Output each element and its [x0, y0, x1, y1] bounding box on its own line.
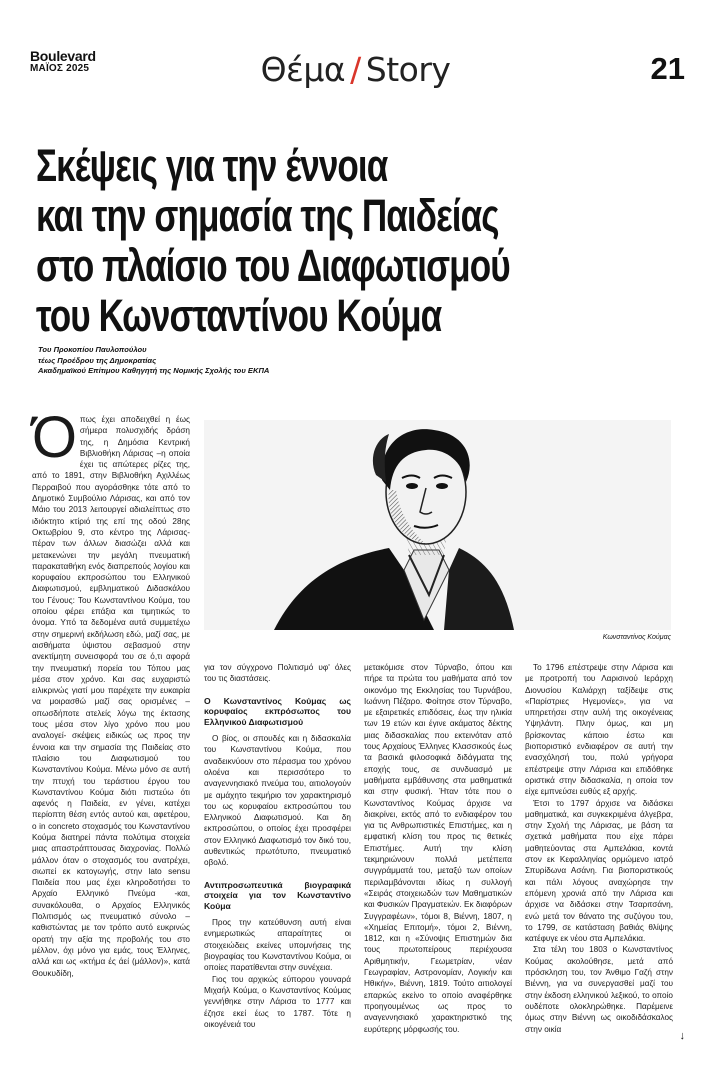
byline — [38, 345, 269, 377]
paragraph: Το 1796 επέστρεψε στην Λάρισα και με προτροπή του Λαρισινού Ιεράρχη Διονυσίου Καλιάρχη ταξίδεψε στις «Παρίστριες Ηγεμονίες», για να υπηρετήσει στην αυλή της οικογένειας Υψηλάντη. Πλην όμως, και μη βρίσκοντας κάποιο έστω και βιοποριστικό ενδιαφέρον σε αυτή την ενασχόλησή του, πολύ γρήγορα επέστρεψε στην Λάρισα και επιδόθηκε οριστικά στην διδασκαλία, η οποία τον είχε εμπνεύσει ευθύς εξ αρχής. — [525, 663, 673, 797]
section-greek: Θέμα — [260, 50, 346, 89]
paragraph: Ο βίος, οι σπουδές και η διδασκαλία του Κωνσταντίνου Κούμα, που αναδεικνύουν στο πέρασμα του χρόνου ολοένα και περισσότερο το αναγεννησιακό πνεύμα του, αιτιολογούν με αμάχητο τεκμήριο τον χαρακτηρισμό του ως κορυφαίου εκπροσώπου του Ελληνικού Διαφωτισμού. Και δη εκπροσώπου, ο οποίος έχει προσφέρει στον Ελληνικό Διαφωτισμό τον δικό του, αυθεντικώς πρωτότυπο, πνευματικό οβολό. — [204, 734, 351, 868]
subheading: Αντιπροσωπευτικά βιογραφικά στοιχεία για τον Κωνσταντίνο Κούμα — [204, 879, 351, 911]
body-column-3 — [364, 662, 512, 1035]
body-column-4 — [525, 662, 673, 1035]
paragraph: Έτσι το 1797 άρχισε να διδάσκει μαθηματικά, και συγκεκριμένα άλγεβρα, στην Σχολή της Λάρισας, με βάση τα σχετικά μαθήματα που είχε πάρει μαθητεύοντας στα Αμπελάκια, κοντά στον εκ Κεφαλληνίας ορμώμενο ιατρό Σπυρίδωνα Ασάνη. Για βιοποριστικούς και πάλι λόγους αναχώρησε την επόμενη χρονιά από την Λάρισα και άρχισε να διδάσκει στην Τσαριτσάνη, ενώ μετά τον θάνατο της συζύγου του, το 1799, σε κατάσταση βαθιάς θλίψης κατέφυγε εκ νέου στα Αμπελάκια. — [525, 798, 673, 944]
body-column-1 — [32, 405, 190, 979]
title-line: και την σημασία της Παιδείας — [36, 190, 499, 241]
section-label — [0, 50, 711, 90]
author-role: τέως Προέδρου της Δημοκρατίας — [38, 355, 157, 365]
subheading: Ο Κωνσταντίνος Κούμας ως κορυφαίος εκπρόσωπος του Ελληνικού Διαφωτισμού — [204, 695, 351, 727]
paragraph: Προς την κατεύθυνση αυτή είναι ενημερωτικώς απαραίτητες οι στοιχειώδεις εκείνες υπομνήσεις της βιογραφίας του Κωνσταντίνου Κούμα, οι οποίες παρατίθενται στην συνέχεια. — [204, 918, 351, 973]
author-affiliation: Ακαδημαϊκού Επίτιμου Καθηγητή της Νομικής Σχολής του ΕΚΠΑ — [38, 366, 270, 375]
article-title — [36, 141, 707, 341]
paragraph: Στα τέλη του 1803 ο Κωνσταντίνος Κούμας ακολούθησε, μετά από πρόσκληση του, τον Άνθιμο Γαζή στην Βιέννη, για να συνεργασθεί μαζί του στην έκδοση ελληνικού λεξικού, το οποίο ουδέποτε ολοκληρώθηκε. Παρέμεινε όμως στην Βιέννη ως οικοδιδάσκαλος στην οικία — [525, 945, 673, 1034]
paragraph: για τον σύγχρονο Πολιτισμό υφ' όλες του τις διαστάσεις. — [204, 663, 351, 684]
section-slash: / — [350, 50, 361, 89]
title-line: Σκέψεις για την έννοια — [36, 140, 388, 191]
paragraph: μετακόμισε στον Τύρναβο, όπου και πήρε τα πρώτα του μαθήματα από τον οικονόμο της Εκκλησίας του Τυρνάβου, Ιωάννη Πέζαρο. Φοίτησε στον Τύρναβο, με εξαιρετικές επιδόσεις, έως την ηλικία των 19 ετών και έγινε ακάματος δέκτης μιας διδασκαλίας που εκτεινόταν από τους Αρχαίους Έλληνες Κλασσικούς έως τα βασικά φιλοσοφικά διδάγματα της εποχής τους, σε συνδυασμό με μαθήματα εμβάθυνσης στα μαθηματικά και στην φυσική. Ήταν τότε που ο Κωνσταντίνος Κούμας άρχισε να διακρίνει, εκτός από το ενδιαφέρον του για τις Ανθρωπιστικές Επιστήμες, και η εμφατική κλίση του προς τις θετικές Επιστήμες. Αυτή την κλίση τεκμηριώνουν πολλά μετέπειτα συγγράμματά του, μεταξύ των οποίων περιλαμβάνονται ιδίως η συλλογή «Σειράς στοιχειωδών των Μαθηματικών και Φυσικών Πραγματειών. Εκ διαφόρων Συγγραφέων», τόμοι 8, Βιέννη, 1807, η «Χημείας Επιτομή», τόμοι 2, Βιέννη, 1812, και η «Σύνοψις Επιστημών δια τους πρωτοπείρους περιέχουσα Αριθμητικήν, Γεωμετρίαν, νέαν Γεωγραφίαν, Αστρονομίαν, Λογικήν και Ηθικήν», Βιέννη, 1819. Τούτο αιτιολογεί επαρκώς εκείνο το οποίο αναφέρθηκε προηγουμένως ως προς το αναγεννησιακό χαρακτηριστικό της ευρύτερης μόρφωσής του. — [364, 663, 512, 1034]
publication-name: Boulevard — [30, 48, 96, 64]
portrait-image — [204, 420, 671, 630]
paragraph — [32, 405, 190, 979]
page-number: 21 — [650, 51, 685, 86]
issue-date: ΜΑΪΟΣ 2025 — [30, 63, 90, 74]
paragraph: Γιος του αρχικώς εύπορου γουναρά Μιχαήλ Κούμα, ο Κωνσταντίνος Κούμας γεννήθηκε στην Λάρισα το 1777 και έζησε εκεί έως το 1787. Τότε η οικογένειά του — [204, 974, 351, 1029]
section-english: Story — [365, 50, 451, 89]
drop-cap: Ό — [32, 405, 77, 470]
title-line: του Κωνσταντίνου Κούμα — [36, 290, 442, 341]
title-line: στο πλαίσιο του Διαφωτισμού — [36, 240, 510, 291]
image-caption: Κωνσταντίνος Κούμας — [602, 634, 671, 641]
continue-arrow-icon: ↓ — [679, 1030, 685, 1042]
author-name: Του Προκοπίου Παυλοπούλου — [38, 345, 147, 354]
paragraph-text: πως έχει αποδειχθεί η έως σήμερα πολυσχιδής δράση της, η Δημόσια Κεντρική Βιβλιοθήκη Λάρισας –η οποία έχει τις απώτερες ρίζες της, από το 1891, στην Βιβλιοθήκη Αχιλλέως Περραιβού που αγοράσθηκε τότε από το Δημοτικό Συμβούλιο Λάρισας, και από τον Μάιο του 2013 λειτουργεί αδιαλείπτως στο ιδιόκτητο κτίριό της επί της οδού 28ης Οκτωβρίου 9, στο κέντρο της Λάρισας- πέραν των άλλων διασώζει αλλά και μετακενώνει την μεγάλη πνευματική παρακαταθήκη ενός διαπρεπούς λογίου και κορυφαίου εκπροσώπου του Ελληνικού Διαφωτισμού, εμβληματικού Διδασκάλου του Γένους: Του Κωνσταντίνου Κούμα, του οποίου φέρει επάξια και τιμητικώς το όνομα. Υπό τα δεδομένα αυτά συμμετέχω στην σημερινή εκδήλωση εδώ, μαζί σας, με αισθήματα ύψιστου σεβασμού στην ανεκτίμητη συνεισφορά του σε ό,τι αφορά την πνευματική πορεία του Τόπου μας μέσα στον χρόνο. Και σας ευχαριστώ ειλικρινώς γιατί μου παρέχετε την ευκαιρία να μοιρασθώ μαζί σας ορισμένες –οπωσδήποτε ατελείς λόγω της έκτασης τους μέσα στον λίγο χρόνο που μου αναλογεί- σκέψεις ειδικώς ως προς την έννοια και την σημασία της Παιδείας στο πλαίσιο του Διαφωτισμού του Κωνσταντίνου Κούμα. Μένω μόνο σε αυτή την πτυχή του τεράστιου έργου του Κωνσταντίνου Κούμα διότι πιστεύω ότι αφενός η Παιδεία, εν γένει, κατέχει περίοπτη θέση εντός αυτού και, αφετέρου, ο in concreto στοχασμός του Κωνσταντίνου Κούμα διατηρεί πάντα πολύτιμα στοιχεία μιας απαστράπτουσας διαχρονίας. Πολλώ μάλλον όταν ο στοχασμός του ανατρέχει, σιωπεί εκ κατογωγής, στην lato sensu Παιδεία που μας έχει κληροδοτήσει το Αρχαίο Ελληνικό Πνεύμα -και, συνακόλουθα, ο Αρχαίος Ελληνικός Πολιτισμός ως πνευματικό σύνολο –καθιστώντας με τον τρόπο αυτό ευκρινώς ορατή την αξία της προβολής του στο μέλλον, όχι μόνο για εμάς, τους Έλληνες, αλλά και ως «κτήμα ές άεί (μάλλον)», κατά Θουκυδίδη, — [32, 415, 190, 978]
body-column-2 — [204, 662, 351, 1030]
